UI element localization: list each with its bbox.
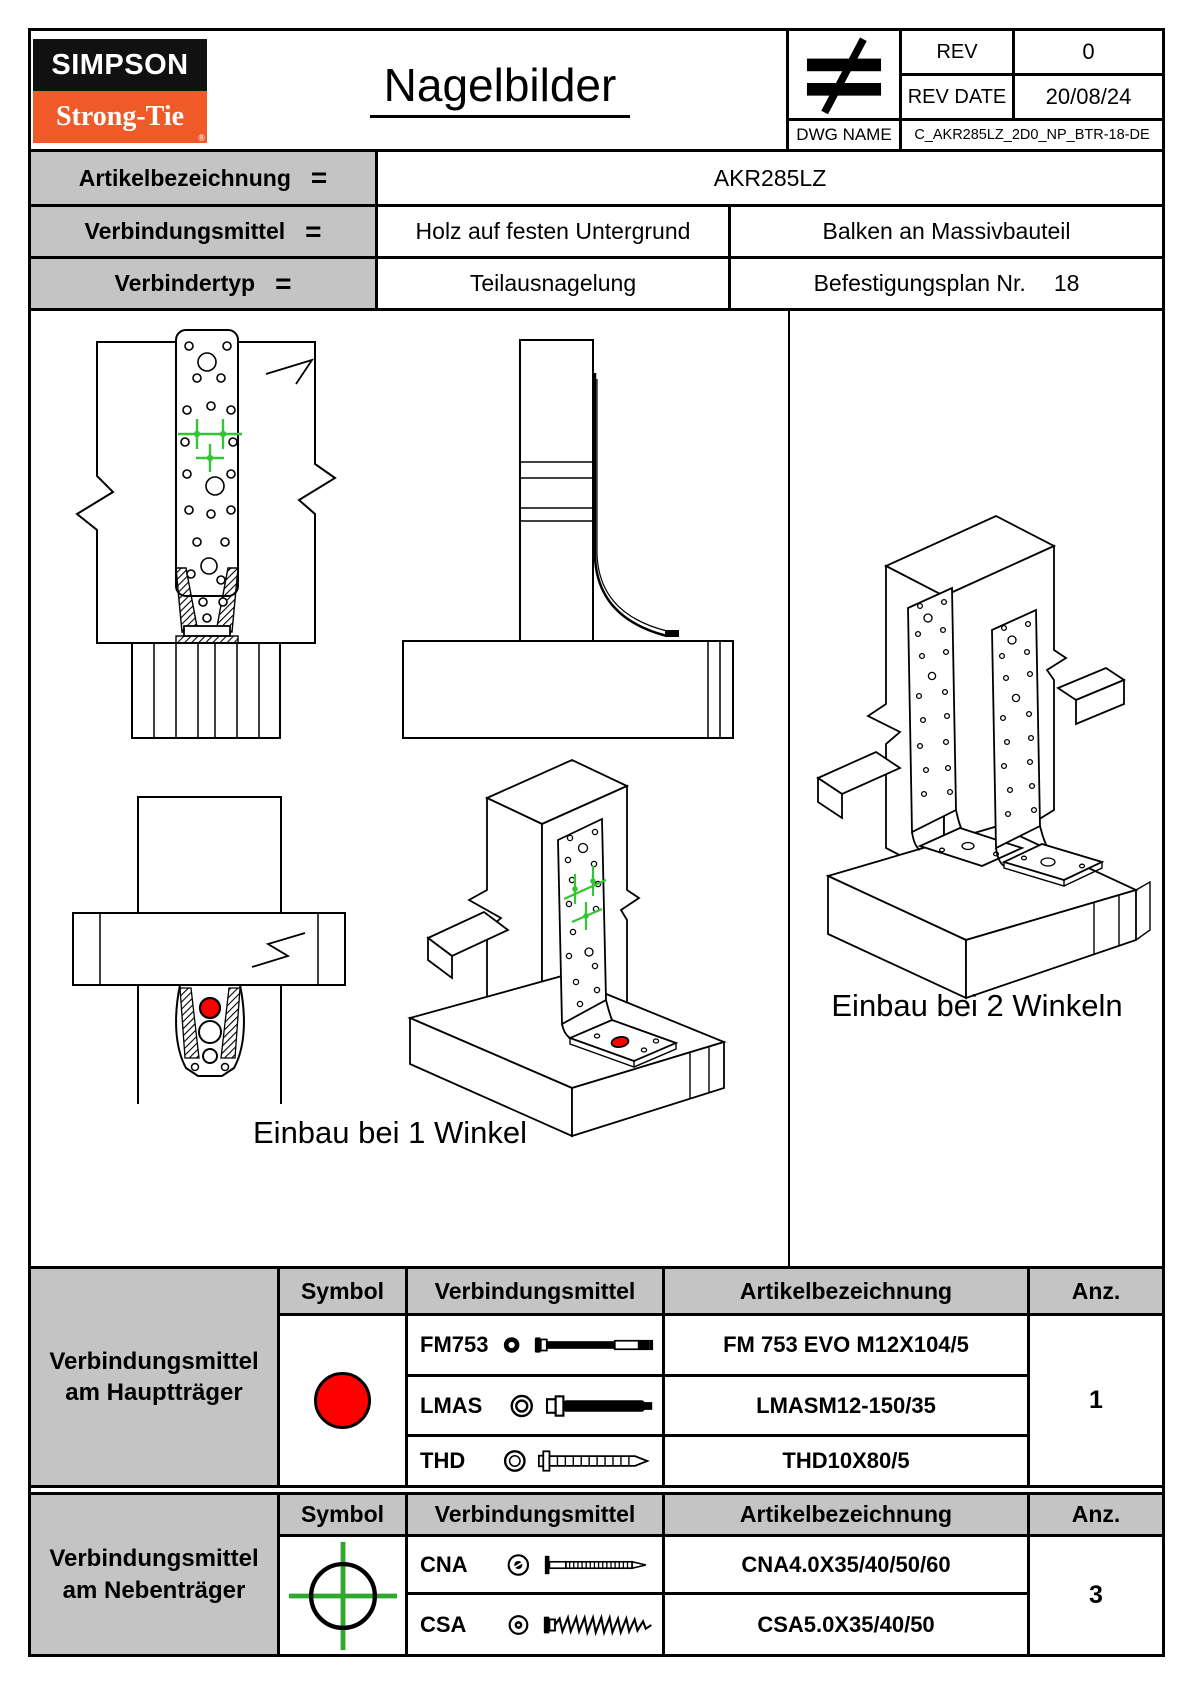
equals-sign: =: [310, 162, 328, 193]
column-header-artikelbezeichnung: Artikelbezeichnung: [665, 1495, 1027, 1534]
article-thd: THD10X80/5: [782, 1448, 910, 1473]
verbindungsmittel-value-right: Balken an Massivbauteil: [822, 218, 1071, 244]
befestigungsplan-cell: [731, 259, 1162, 308]
slab-outline: [403, 641, 733, 738]
column-header-anz: Anz.: [1030, 1495, 1162, 1534]
article-fm753: FM 753 EVO M12X104/5: [723, 1332, 969, 1357]
equals-sign: =: [275, 267, 292, 299]
hauptträger-symbol-cell: [280, 1316, 405, 1485]
fastener-code: CSA: [420, 1611, 467, 1637]
crossing-member: [73, 913, 345, 985]
rev-value: 0: [1082, 39, 1095, 64]
cna-end-view-icon: [506, 1552, 531, 1578]
isometric-two-brackets-drawing: [800, 478, 1156, 1050]
article-lmas: LMASM12-150/35: [756, 1392, 936, 1418]
top-view-drawing: [62, 746, 384, 1104]
nebenträger-symbol-cell: [280, 1537, 405, 1654]
simpson-strongtie-logo: [33, 39, 207, 143]
fm753-side-view-icon: [534, 1332, 662, 1358]
befestigungsplan-number: 18: [1053, 270, 1080, 296]
dwg-name-label: DWG NAME: [796, 125, 892, 144]
bracket-profile: [595, 373, 667, 636]
side-view-drawing: [383, 316, 740, 746]
csa-end-view-icon: [507, 1613, 530, 1637]
info-label-text: Verbindertyp: [114, 270, 256, 296]
article-csa: CSA5.0X35/40/50: [757, 1611, 935, 1637]
not-equal-icon: [801, 35, 887, 115]
info-label-verbindungsmittel: [31, 207, 375, 256]
article-cna: CNA4.0X35/40/50/60: [741, 1551, 951, 1577]
divider-line: [28, 308, 1165, 311]
equals-sign: =: [305, 215, 322, 247]
drawing-area-divider: [788, 311, 790, 1266]
column-header-symbol: Symbol: [280, 1495, 405, 1534]
isometric-one-bracket-drawing: [392, 742, 740, 1144]
info-label-artikelbezeichnung: [31, 152, 375, 204]
not-equal-symbol-cell: [789, 31, 899, 118]
column-header-verbindungsmittel: Verbindungsmittel: [408, 1495, 662, 1534]
caption-two-winkeln: Einbau bei 2 Winkeln: [831, 988, 1123, 1023]
fastener-row-thd: [408, 1437, 662, 1485]
info-label-text: Artikelbezeichnung: [78, 164, 291, 191]
divider-line: [28, 1485, 1165, 1488]
rev-label: REV: [936, 40, 978, 63]
page-title: Nagelbilder: [290, 58, 710, 112]
fastener-row-fm753: [408, 1316, 662, 1374]
registered-mark: ®: [198, 133, 205, 143]
thd-end-view-icon: [503, 1448, 527, 1474]
hauptträger-qty: 1: [1089, 1386, 1103, 1414]
fastener-row-cna: [408, 1537, 662, 1592]
fastener-code: CNA: [420, 1551, 468, 1577]
lmas-end-view-icon: [509, 1393, 535, 1419]
caption-one-winkel: Einbau bei 1 Winkel: [253, 1115, 527, 1150]
befestigungsplan-label: Befestigungsplan Nr.: [813, 270, 1026, 296]
cna-side-view-icon: [543, 1552, 662, 1578]
verbindungsmittel-value-left: Holz auf festen Untergrund: [415, 218, 691, 244]
column-header-symbol: Symbol: [280, 1269, 405, 1313]
artikelbezeichnung-value: AKR285LZ: [713, 164, 827, 191]
info-label-text: Verbindungsmittel: [84, 218, 286, 244]
column-header-verbindungsmittel: Verbindungsmittel: [408, 1269, 662, 1313]
dwg-name-value: C_AKR285LZ_2D0_NP_BTR-18-DE: [914, 127, 1150, 143]
logo-strongtie-text: [33, 91, 207, 143]
fastener-row-lmas: [408, 1377, 662, 1434]
rev-date-value: 20/08/24: [1045, 84, 1132, 109]
left-bracket-plate: [908, 588, 956, 832]
logo-strongtie-label: Strong-Tie: [55, 101, 185, 132]
nebenträger-qty: 3: [1089, 1581, 1103, 1609]
column-header-anz: Anz.: [1030, 1269, 1162, 1313]
green-crosshair-symbol: [287, 1540, 399, 1652]
fastener-code: FM753: [420, 1332, 489, 1357]
verbindertyp-value: Teilausnagelung: [469, 270, 637, 296]
info-label-verbindertyp: [31, 259, 375, 308]
lmas-side-view-icon: [546, 1392, 662, 1420]
group-label-hauptträger: Verbindungsmittel am Hauptträger: [31, 1269, 277, 1485]
column-header-artikelbezeichnung: Artikelbezeichnung: [665, 1269, 1027, 1313]
column-outline: [520, 340, 593, 641]
logo-simpson-text: SIMPSON: [33, 39, 207, 91]
group-label-nebenträger: Verbindungsmittel am Nebenträger: [31, 1495, 277, 1654]
red-position-marker: [200, 998, 220, 1018]
rev-date-label: REV DATE: [907, 85, 1007, 108]
front-view-drawing: [72, 316, 364, 746]
fastener-code: LMAS: [420, 1392, 483, 1418]
fastener-row-csa: [408, 1595, 662, 1654]
red-circle-symbol: [314, 1372, 371, 1429]
fm753-end-view-icon: [501, 1333, 522, 1357]
fastener-code: THD: [420, 1448, 466, 1473]
csa-side-view-icon: [542, 1611, 662, 1639]
thd-side-view-icon: [538, 1447, 662, 1475]
